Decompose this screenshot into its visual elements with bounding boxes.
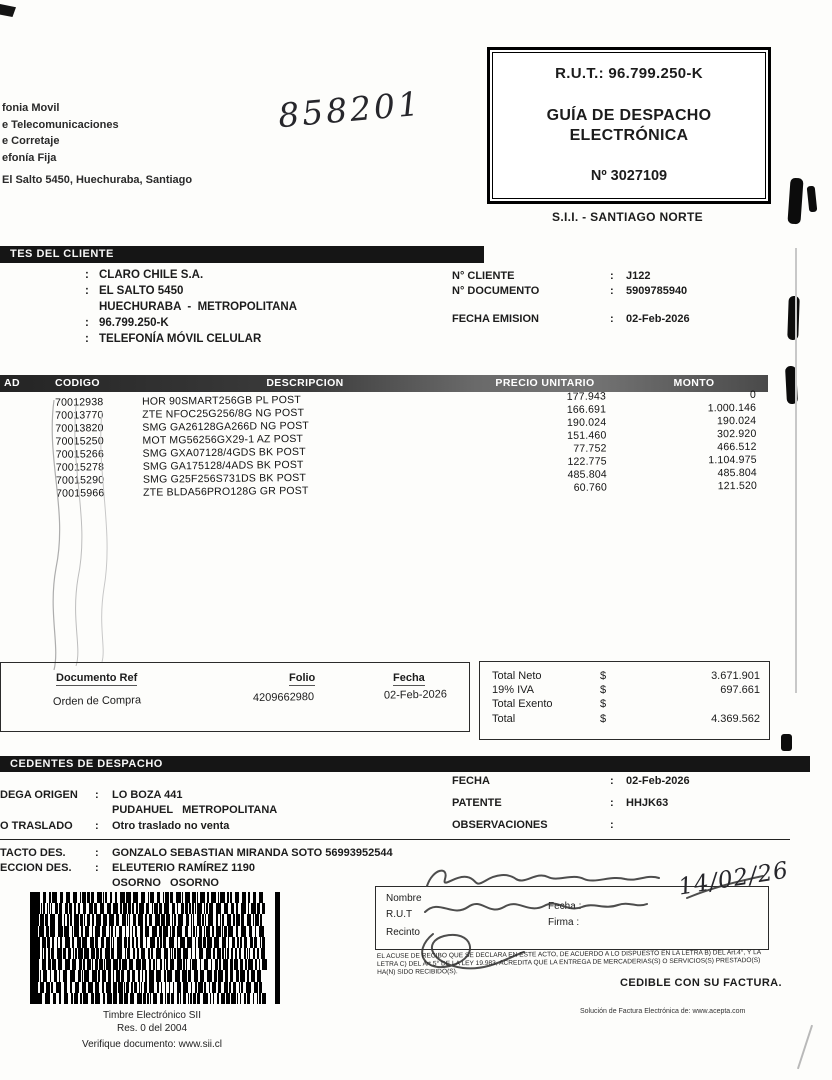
field-value: 02-Feb-2026 bbox=[626, 775, 690, 787]
field-value: J122 bbox=[626, 270, 651, 282]
sii-office: S.I.I. - SANTIAGO NORTE bbox=[552, 210, 703, 224]
item-precio-unitario: 77.752 bbox=[573, 442, 607, 455]
item-codigo: 70015266 bbox=[55, 448, 105, 461]
receipt-firma-label: Firma : bbox=[548, 917, 580, 928]
sender-line: e Corretaje bbox=[2, 135, 60, 147]
item-codigo: 70013770 bbox=[55, 409, 104, 422]
total-label: Total bbox=[492, 712, 516, 725]
field-label: N° CLIENTE bbox=[452, 270, 515, 282]
stamp-caption bbox=[38, 1010, 266, 1052]
client-info-line bbox=[0, 283, 297, 299]
client-info-value: HUECHURABA - METROPOLITANA bbox=[99, 301, 298, 313]
item-monto: 1.104.975 bbox=[708, 453, 757, 467]
separator: : bbox=[85, 269, 89, 281]
reference-box bbox=[0, 662, 470, 732]
total-value: 4.369.562 bbox=[711, 712, 760, 725]
item-descripcion: HOR 90SMART256GB PL POST bbox=[141, 393, 301, 408]
document-type-title bbox=[493, 106, 765, 146]
item-monto: 1.000.146 bbox=[707, 401, 757, 415]
origin-value: LO BOZA 441 bbox=[112, 789, 183, 801]
client-field-row bbox=[452, 269, 690, 284]
total-row bbox=[480, 697, 769, 711]
currency-symbol: $ bbox=[599, 670, 607, 682]
item-codigo: 70013820 bbox=[55, 422, 104, 435]
separator: : bbox=[95, 862, 99, 874]
separator: : bbox=[610, 797, 614, 809]
destination-address-value: ELEUTERIO RAMÍREZ 1190 bbox=[112, 862, 256, 874]
sender-address: El Salto 5450, Huechuraba, Santiago bbox=[2, 174, 193, 186]
rut-box bbox=[487, 47, 771, 204]
item-descripcion: ZTE BLDA56PRO128G GR POST bbox=[143, 484, 309, 499]
destination-city-value: OSORNO OSORNO bbox=[112, 877, 219, 889]
scan-edge-artifact bbox=[787, 296, 800, 340]
item-codigo: 70015250 bbox=[55, 435, 104, 448]
column-header-precio-unitario: PRECIO UNITARIO bbox=[495, 377, 595, 389]
item-codigo: 70015966 bbox=[56, 487, 105, 500]
field-label: PATENTE bbox=[452, 797, 502, 809]
issuer-rut: R.U.T.: 96.799.250-K bbox=[555, 65, 703, 82]
field-value: HHJK63 bbox=[626, 797, 669, 809]
cedible-text: CEDIBLE CON SU FACTURA. bbox=[620, 977, 782, 989]
client-section-header: TES DEL CLIENTE bbox=[0, 246, 484, 263]
receipt-fecha-label: Fecha : bbox=[548, 901, 582, 912]
total-row bbox=[480, 669, 769, 683]
sender-line: e Telecomunicaciones bbox=[2, 118, 119, 131]
separator: : bbox=[610, 313, 614, 325]
client-info-value: EL SALTO 5450 bbox=[99, 285, 184, 297]
client-info-value: CLARO CHILE S.A. bbox=[99, 269, 204, 281]
separator: : bbox=[85, 317, 89, 329]
client-info-line bbox=[0, 315, 297, 331]
item-precio-unitario: 177.943 bbox=[566, 390, 607, 403]
traslado-label: O TRASLADO bbox=[0, 820, 73, 832]
item-descripcion: ZTE NFOC25G256/8G NG POST bbox=[142, 406, 305, 421]
receipt-recinto-label: Recinto bbox=[386, 927, 420, 938]
field-label: FECHA bbox=[452, 775, 490, 787]
scan-edge-artifact bbox=[807, 186, 818, 213]
document-type-line1: GUÍA DE DESPACHO bbox=[546, 107, 712, 124]
field-label: N° DOCUMENTO bbox=[452, 285, 540, 297]
field-value: 02-Feb-2026 bbox=[626, 313, 690, 325]
receipt-rut-label: R.U.T bbox=[386, 909, 413, 920]
footer-provider-text: Solución de Factura Electrónica de: www.acepta.com bbox=[580, 1008, 746, 1015]
ref-doc-value: Orden de Compra bbox=[52, 694, 142, 709]
item-precio-unitario: 60.760 bbox=[573, 481, 608, 494]
ref-fecha-value: 02-Feb-2026 bbox=[383, 688, 448, 702]
scan-edge-artifact bbox=[787, 178, 803, 225]
total-value bbox=[614, 697, 769, 711]
item-descripcion: SMG GA175128/4ADS BK POST bbox=[142, 458, 304, 473]
item-precio-unitario: 485.804 bbox=[567, 468, 607, 481]
traslado-value: Otro traslado no venta bbox=[112, 820, 230, 832]
totals-box bbox=[479, 661, 770, 740]
separator: : bbox=[610, 285, 614, 297]
dispatch-section-header: CEDENTES DE DESPACHO bbox=[0, 756, 810, 772]
stamp-caption-line1: Timbre Electrónico SII bbox=[103, 1010, 201, 1021]
total-label: Total Neto bbox=[492, 670, 542, 682]
currency-symbol: $ bbox=[599, 698, 607, 711]
item-descripcion: SMG GXA07128/4GDS BK POST bbox=[142, 445, 306, 460]
client-info-line bbox=[0, 331, 297, 347]
item-monto: 190.024 bbox=[716, 414, 757, 428]
item-codigo: 70012938 bbox=[54, 396, 104, 409]
field-label: FECHA EMISION bbox=[452, 313, 539, 325]
item-monto: 0 bbox=[749, 388, 757, 401]
client-field-row bbox=[452, 284, 690, 299]
scan-corner-artifact bbox=[0, 4, 16, 17]
guide-number: Nº 3027109 bbox=[590, 168, 668, 184]
scan-wrinkle-lines bbox=[14, 400, 134, 670]
separator: : bbox=[85, 333, 89, 345]
item-precio-unitario: 151.460 bbox=[567, 429, 607, 442]
document-type-line2: ELECTRÓNICA bbox=[569, 127, 689, 144]
column-header-codigo: CODIGO bbox=[55, 377, 100, 389]
separator: : bbox=[610, 819, 614, 831]
contact-label: TACTO DES. bbox=[0, 847, 66, 859]
separator bbox=[85, 299, 99, 315]
item-precio-unitario: 122.775 bbox=[567, 455, 607, 468]
scan-corner-line bbox=[797, 1025, 813, 1069]
client-info-value: TELEFONÍA MÓVIL CELULAR bbox=[99, 333, 262, 345]
contact-value: GONZALO SEBASTIAN MIRANDA SOTO 56993952544 bbox=[112, 847, 393, 859]
total-label: 19% IVA bbox=[492, 684, 534, 697]
client-info-line bbox=[0, 267, 297, 283]
client-info-line bbox=[0, 299, 297, 315]
item-codigo: 70015290 bbox=[55, 474, 105, 487]
sender-line: efonía Fija bbox=[2, 151, 57, 164]
origin-label: DEGA ORIGEN bbox=[0, 789, 78, 801]
client-fields-block bbox=[452, 269, 690, 327]
stamp-caption-line2: Res. 0 del 2004 bbox=[116, 1022, 188, 1034]
field-value: 5909785940 bbox=[626, 285, 688, 297]
dispatch-fields-block bbox=[452, 774, 690, 840]
origin-city-row bbox=[0, 803, 450, 817]
dispatch-field-row bbox=[452, 818, 690, 833]
sender-info-block bbox=[2, 100, 192, 189]
total-row bbox=[480, 712, 769, 726]
scan-edge-line bbox=[795, 248, 797, 693]
separator: : bbox=[610, 775, 614, 787]
field-label: OBSERVACIONES bbox=[452, 819, 548, 831]
separator: : bbox=[95, 820, 99, 832]
traslado-row bbox=[0, 819, 450, 833]
handwritten-date: 14/02/26 bbox=[676, 857, 791, 901]
legal-text: EL ACUSE DE RECIBO QUE SE DECLARA EN ESTE ACTO, DE ACUERDO A LO DISPUESTO EN LA LETRA B) DEL Art.4°, Y LA LETRA C) DEL Art.5° DE LA LEY 19.983, ACREDITA QUE LA ENTREGA DE MERCADERIAS(S) O SERVICIOS(S) PRESTADO(S) HA(N) SIDO RECIBIDO(S). bbox=[376, 949, 761, 977]
item-precio-unitario: 190.024 bbox=[566, 416, 607, 429]
currency-symbol: $ bbox=[599, 684, 607, 697]
sender-line: fonia Movil bbox=[2, 102, 60, 114]
ref-folio-value: 4209662980 bbox=[252, 690, 315, 705]
destination-address-label: ECCION DES. bbox=[0, 862, 72, 874]
ref-header-folio: Folio bbox=[289, 672, 316, 684]
rut-box-inner-border bbox=[492, 52, 766, 199]
total-value: 697.661 bbox=[720, 684, 760, 697]
separator: : bbox=[95, 789, 99, 801]
origin-city-value: PUDAHUEL METROPOLITANA bbox=[112, 804, 278, 816]
item-monto: 485.804 bbox=[717, 466, 757, 480]
dispatch-field-row bbox=[452, 796, 690, 811]
item-descripcion: SMG GA26128GA266D NG POST bbox=[142, 419, 310, 434]
handwritten-reference-number: 858201 bbox=[276, 83, 424, 136]
ref-header-documento: Documento Ref bbox=[56, 672, 138, 684]
client-info-block bbox=[0, 267, 297, 347]
item-descripcion: MOT MG56256GX29-1 AZ POST bbox=[142, 432, 304, 447]
dispatch-field-row bbox=[452, 774, 690, 789]
sii-stamp-barcode bbox=[30, 892, 280, 1004]
section-divider bbox=[0, 839, 790, 840]
total-value: 3.671.901 bbox=[711, 670, 760, 682]
total-label: Total Exento bbox=[492, 698, 553, 711]
item-monto: 302.920 bbox=[717, 427, 757, 441]
total-row bbox=[480, 683, 769, 697]
client-field-row bbox=[452, 312, 690, 327]
item-monto: 466.512 bbox=[717, 440, 757, 454]
receipt-nombre-label: Nombre bbox=[386, 893, 422, 904]
ref-header-fecha: Fecha bbox=[393, 672, 425, 684]
separator: : bbox=[85, 285, 89, 297]
scan-edge-artifact bbox=[781, 734, 792, 751]
stamp-verify-line: Verifique documento: www.sii.cl bbox=[81, 1039, 223, 1050]
client-info-value: 96.799.250-K bbox=[99, 317, 169, 329]
item-descripcion: SMG G25F256S731DS BK POST bbox=[142, 471, 307, 486]
separator: : bbox=[610, 270, 614, 282]
item-precio-unitario: 166.691 bbox=[566, 403, 607, 416]
column-header-cantidad: AD bbox=[4, 377, 20, 389]
column-header-descripcion: DESCRIPCION bbox=[266, 377, 344, 389]
item-monto: 121.520 bbox=[717, 479, 758, 493]
separator: : bbox=[95, 847, 99, 859]
item-codigo: 70015278 bbox=[55, 461, 105, 474]
currency-symbol: $ bbox=[599, 712, 607, 725]
column-header-monto: MONTO bbox=[673, 377, 715, 389]
ref-values-row bbox=[1, 688, 469, 711]
origin-row bbox=[0, 788, 450, 802]
